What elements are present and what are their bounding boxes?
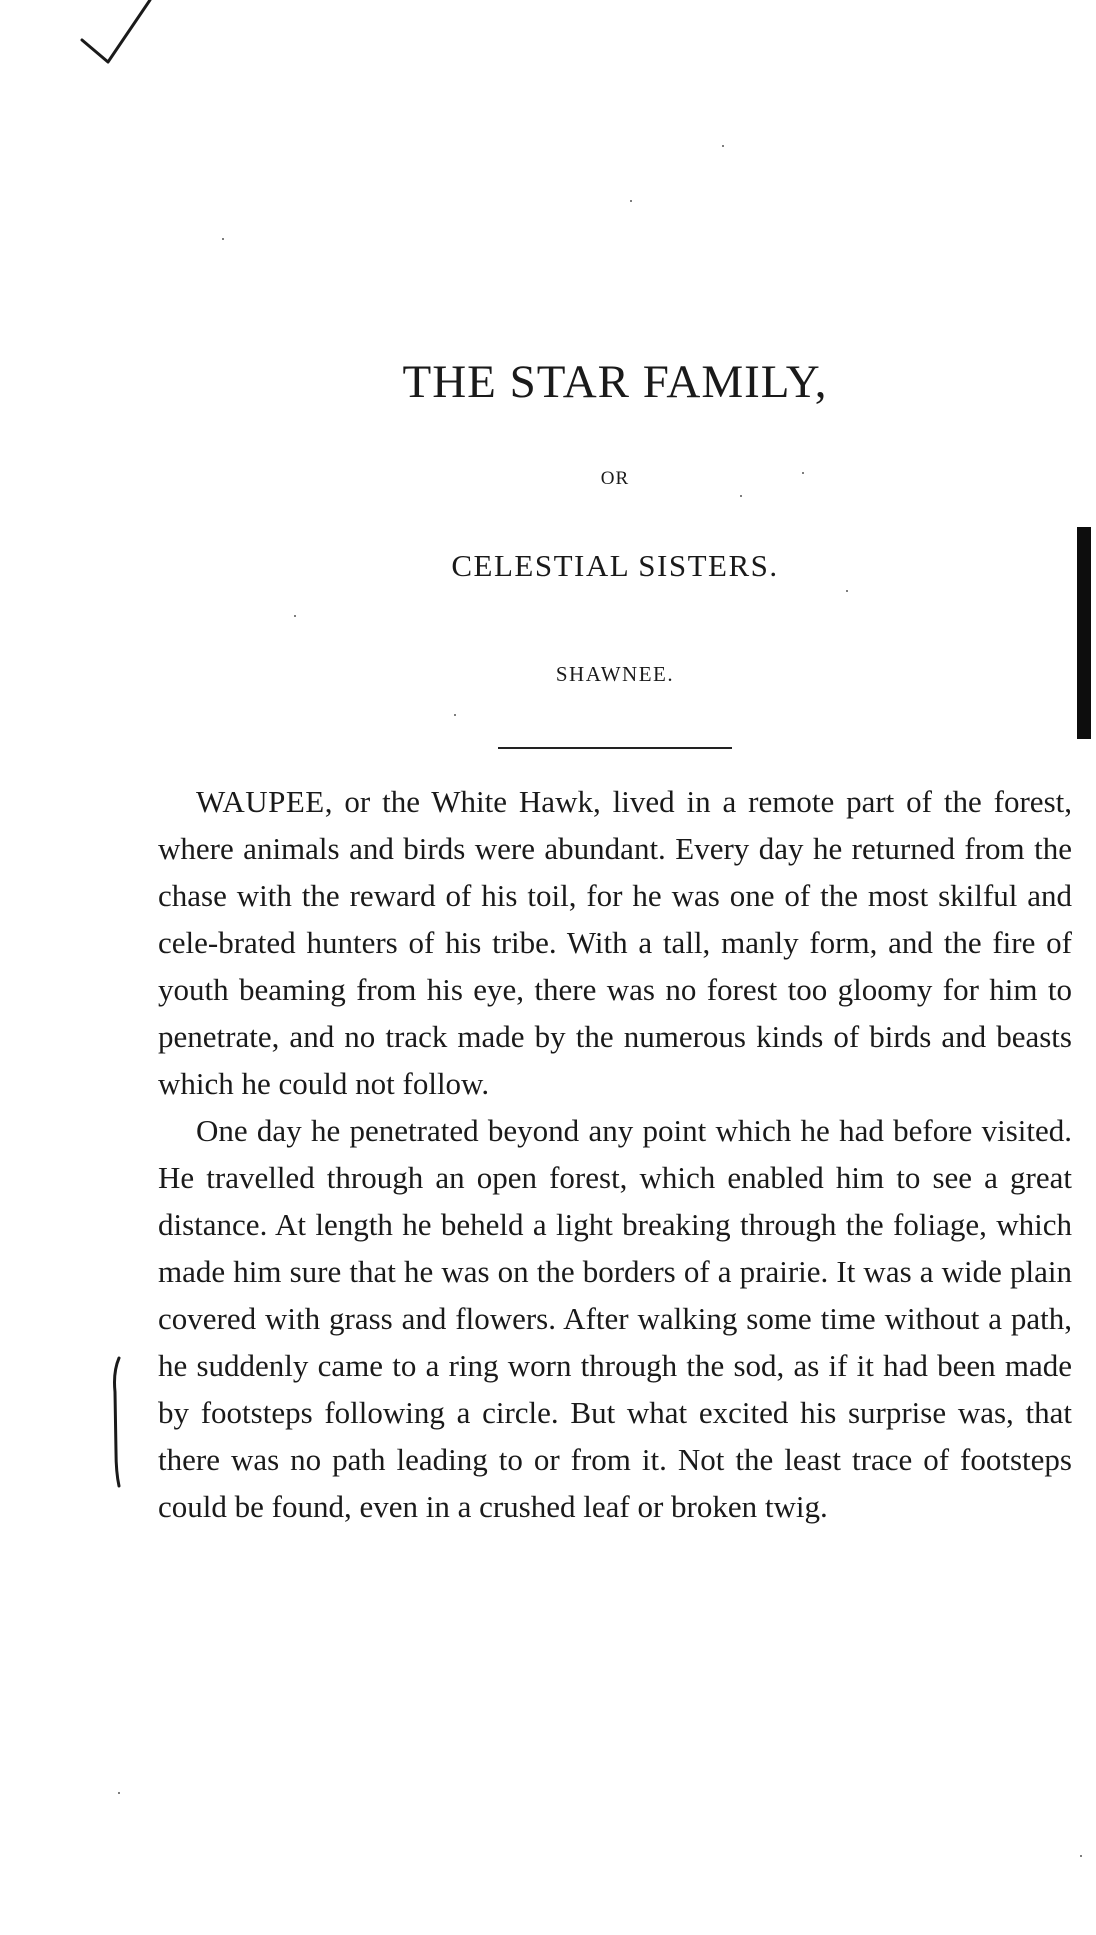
paragraph-2: One day he penetrated beyond any point which he had before visited. He travelled through an open forest, which enabled him to see a great distance. At length he beheld a light breaking through the foliage, which made him sure that he was on the borders of a prairie. It was a wide plain covered with grass and flowers. After walking some time without a path, he suddenly came to a ring worn through the sod, as if it had been made by footsteps following a circle. But what excited his surprise was, that there was no path leading to or from it. Not the least trace of footsteps could be found, even in a crushed leaf or broken twig. [158, 1113, 1072, 1524]
speck [740, 495, 742, 497]
speck [802, 472, 804, 474]
speck [630, 200, 632, 202]
speck [1080, 1855, 1082, 1857]
speck [118, 1792, 120, 1794]
speck [294, 615, 296, 617]
section-rule [498, 747, 732, 749]
or-connector: OR [600, 468, 630, 489]
pencil-check-mark [78, 0, 168, 80]
speck [846, 590, 848, 592]
paragraph-1 [158, 778, 1072, 1107]
story-body [158, 778, 1072, 1530]
opening-word: WAUPEE [196, 784, 325, 819]
speck [454, 714, 456, 716]
margin-bracket [110, 1352, 124, 1490]
paragraph-1-text: , or the White Hawk, lived in a remote part of the forest, where animals and birds were abundant. Every day he returned from the chase with the reward of his toil, for he was one of the most skilful and cele-brated hunters of his tribe. With a tall, manly form, and the fire of youth beaming from his eye, there was no forest too gloomy for him to penetrate, and no track made by the numerous kinds of birds and beasts which he could not follow. [158, 784, 1072, 1101]
page-title: THE STAR FAMILY, [402, 356, 828, 408]
page-subtitle: CELESTIAL SISTERS. [451, 548, 779, 583]
speck [222, 238, 224, 240]
speck [722, 145, 724, 147]
tribe-attribution: SHAWNEE. [555, 662, 675, 686]
margin-bar [1077, 527, 1091, 739]
